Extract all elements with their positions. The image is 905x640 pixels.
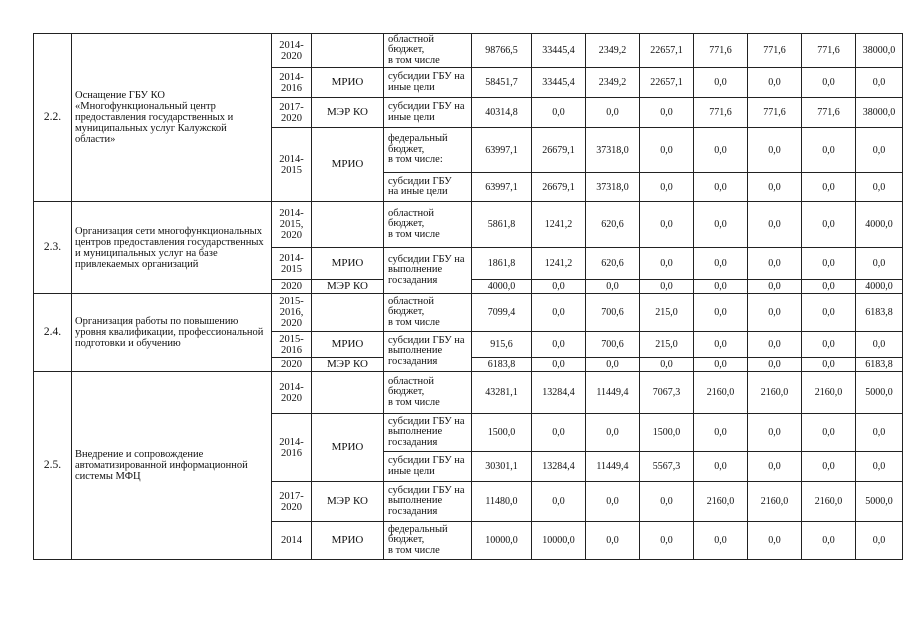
executor-cell: МРИО bbox=[312, 414, 384, 482]
section-name: Организация работы по повышению уровня квалификации, профессиональной подготовки и обучению bbox=[72, 294, 272, 372]
value-cell: 6183,8 bbox=[856, 358, 903, 372]
source-cell: субсидии ГБУ на выполнение госзадания bbox=[384, 414, 472, 452]
executor-cell: МЭР КО bbox=[312, 280, 384, 294]
value-cell: 0,0 bbox=[802, 294, 856, 332]
source-cell: областной бюджет, в том числе bbox=[384, 202, 472, 248]
value-cell: 0,0 bbox=[694, 248, 748, 280]
value-cell: 0,0 bbox=[640, 128, 694, 173]
value-cell: 5567,3 bbox=[640, 452, 694, 482]
value-cell: 0,0 bbox=[532, 332, 586, 358]
value-cell: 0,0 bbox=[586, 280, 640, 294]
period-cell: 2014- 2015, 2020 bbox=[272, 202, 312, 248]
value-cell: 5000,0 bbox=[856, 482, 903, 522]
value-cell: 0,0 bbox=[802, 280, 856, 294]
value-cell: 0,0 bbox=[856, 173, 903, 202]
value-cell: 2160,0 bbox=[694, 372, 748, 414]
value-cell: 0,0 bbox=[640, 173, 694, 202]
value-cell: 0,0 bbox=[640, 248, 694, 280]
value-cell: 771,6 bbox=[802, 34, 856, 68]
source-cell: федеральный бюджет, в том числе bbox=[384, 522, 472, 560]
value-total: 30301,1 bbox=[472, 452, 532, 482]
executor-cell bbox=[312, 294, 384, 332]
source-cell: субсидии ГБУ на выполнение госзадания bbox=[384, 482, 472, 522]
value-cell: 0,0 bbox=[640, 202, 694, 248]
value-cell: 0,0 bbox=[532, 414, 586, 452]
period-cell: 2020 bbox=[272, 280, 312, 294]
value-cell: 0,0 bbox=[802, 414, 856, 452]
executor-cell bbox=[312, 34, 384, 68]
value-cell: 0,0 bbox=[694, 202, 748, 248]
section-number: 2.4. bbox=[34, 294, 72, 372]
value-cell: 0,0 bbox=[802, 358, 856, 372]
value-cell: 0,0 bbox=[856, 414, 903, 452]
value-cell: 1500,0 bbox=[640, 414, 694, 452]
value-cell: 0,0 bbox=[748, 173, 802, 202]
value-cell: 0,0 bbox=[748, 522, 802, 560]
value-cell: 26679,1 bbox=[532, 173, 586, 202]
source-cell: субсидии ГБУ на иные цели bbox=[384, 98, 472, 128]
section-number: 2.2. bbox=[34, 34, 72, 202]
executor-cell: МРИО bbox=[312, 68, 384, 98]
value-cell: 620,6 bbox=[586, 248, 640, 280]
value-cell: 700,6 bbox=[586, 294, 640, 332]
value-cell: 771,6 bbox=[748, 34, 802, 68]
value-total: 63997,1 bbox=[472, 173, 532, 202]
executor-cell: МРИО bbox=[312, 332, 384, 358]
table-row bbox=[34, 372, 903, 414]
value-cell: 0,0 bbox=[748, 358, 802, 372]
value-cell: 700,6 bbox=[586, 332, 640, 358]
value-cell: 2160,0 bbox=[748, 372, 802, 414]
value-cell: 0,0 bbox=[802, 522, 856, 560]
value-cell: 0,0 bbox=[694, 452, 748, 482]
section-name: Организация сети многофункциональных центров предоставления государственных и муниципальных услуг на базе привлекаемых организаций bbox=[72, 202, 272, 294]
table-row bbox=[34, 294, 903, 332]
value-cell: 38000,0 bbox=[856, 34, 903, 68]
source-cell: субсидии ГБУ на иные цели bbox=[384, 452, 472, 482]
executor-cell: МЭР КО bbox=[312, 98, 384, 128]
section-number: 2.5. bbox=[34, 372, 72, 560]
source-cell: федеральный бюджет, в том числе: bbox=[384, 128, 472, 173]
value-cell: 0,0 bbox=[748, 248, 802, 280]
executor-cell: МРИО bbox=[312, 522, 384, 560]
value-cell: 0,0 bbox=[748, 332, 802, 358]
value-cell: 771,6 bbox=[694, 98, 748, 128]
value-cell: 0,0 bbox=[640, 522, 694, 560]
value-cell: 11449,4 bbox=[586, 372, 640, 414]
value-cell: 0,0 bbox=[748, 280, 802, 294]
value-cell: 0,0 bbox=[586, 358, 640, 372]
value-cell: 0,0 bbox=[748, 414, 802, 452]
value-cell: 620,6 bbox=[586, 202, 640, 248]
value-cell: 0,0 bbox=[802, 332, 856, 358]
value-total: 4000,0 bbox=[472, 280, 532, 294]
source-cell: субсидии ГБУ на выполнение госзадания bbox=[384, 248, 472, 294]
value-cell: 6183,8 bbox=[856, 294, 903, 332]
value-cell: 0,0 bbox=[856, 332, 903, 358]
value-cell: 0,0 bbox=[532, 280, 586, 294]
value-cell: 33445,4 bbox=[532, 34, 586, 68]
value-cell: 5000,0 bbox=[856, 372, 903, 414]
executor-cell bbox=[312, 202, 384, 248]
value-total: 6183,8 bbox=[472, 358, 532, 372]
value-cell: 0,0 bbox=[694, 414, 748, 452]
value-cell: 0,0 bbox=[802, 452, 856, 482]
period-cell: 2014- 2020 bbox=[272, 372, 312, 414]
value-cell: 37318,0 bbox=[586, 128, 640, 173]
value-cell: 0,0 bbox=[856, 68, 903, 98]
value-cell: 13284,4 bbox=[532, 372, 586, 414]
value-cell: 7067,3 bbox=[640, 372, 694, 414]
value-cell: 2160,0 bbox=[694, 482, 748, 522]
value-cell: 2160,0 bbox=[802, 482, 856, 522]
value-cell: 22657,1 bbox=[640, 34, 694, 68]
section-name: Оснащение ГБУ КО «Многофункциональный центр предоставления государственных и муниципальных услуг Калужской области» bbox=[72, 34, 272, 202]
period-cell: 2014- 2016 bbox=[272, 414, 312, 482]
value-cell: 215,0 bbox=[640, 294, 694, 332]
value-cell: 4000,0 bbox=[856, 280, 903, 294]
value-cell: 0,0 bbox=[640, 280, 694, 294]
value-total: 915,6 bbox=[472, 332, 532, 358]
value-cell: 0,0 bbox=[694, 522, 748, 560]
executor-cell: МРИО bbox=[312, 128, 384, 202]
value-total: 1861,8 bbox=[472, 248, 532, 280]
period-cell: 2014 bbox=[272, 522, 312, 560]
value-cell: 0,0 bbox=[694, 68, 748, 98]
value-cell: 0,0 bbox=[856, 248, 903, 280]
budget-table bbox=[33, 33, 903, 560]
value-cell: 0,0 bbox=[586, 522, 640, 560]
value-total: 5861,8 bbox=[472, 202, 532, 248]
value-cell: 771,6 bbox=[694, 34, 748, 68]
value-cell: 4000,0 bbox=[856, 202, 903, 248]
value-cell: 0,0 bbox=[640, 98, 694, 128]
executor-cell: МЭР КО bbox=[312, 482, 384, 522]
executor-cell: МЭР КО bbox=[312, 358, 384, 372]
period-cell: 2015- 2016, 2020 bbox=[272, 294, 312, 332]
value-cell: 0,0 bbox=[586, 414, 640, 452]
source-cell: областной бюджет, в том числе bbox=[384, 294, 472, 332]
value-total: 1500,0 bbox=[472, 414, 532, 452]
value-cell: 0,0 bbox=[694, 332, 748, 358]
table-row bbox=[34, 202, 903, 248]
value-cell: 0,0 bbox=[802, 128, 856, 173]
value-cell: 1241,2 bbox=[532, 248, 586, 280]
value-cell: 0,0 bbox=[586, 98, 640, 128]
value-cell: 0,0 bbox=[532, 358, 586, 372]
value-cell: 0,0 bbox=[694, 173, 748, 202]
section-number: 2.3. bbox=[34, 202, 72, 294]
period-cell: 2017- 2020 bbox=[272, 98, 312, 128]
table-row bbox=[34, 34, 903, 68]
value-cell: 0,0 bbox=[856, 522, 903, 560]
value-total: 58451,7 bbox=[472, 68, 532, 98]
period-cell: 2020 bbox=[272, 358, 312, 372]
value-cell: 0,0 bbox=[640, 482, 694, 522]
value-cell: 0,0 bbox=[748, 202, 802, 248]
value-cell: 1241,2 bbox=[532, 202, 586, 248]
value-total: 7099,4 bbox=[472, 294, 532, 332]
value-cell: 0,0 bbox=[802, 173, 856, 202]
value-cell: 0,0 bbox=[532, 482, 586, 522]
value-cell: 0,0 bbox=[856, 452, 903, 482]
value-cell: 2160,0 bbox=[802, 372, 856, 414]
value-total: 63997,1 bbox=[472, 128, 532, 173]
value-cell: 771,6 bbox=[802, 98, 856, 128]
value-cell: 771,6 bbox=[748, 98, 802, 128]
value-cell: 0,0 bbox=[802, 68, 856, 98]
value-cell: 10000,0 bbox=[532, 522, 586, 560]
period-cell: 2015- 2016 bbox=[272, 332, 312, 358]
value-cell: 0,0 bbox=[748, 452, 802, 482]
executor-cell bbox=[312, 372, 384, 414]
period-cell: 2017- 2020 bbox=[272, 482, 312, 522]
source-cell: областной бюджет, в том числе bbox=[384, 34, 472, 68]
value-cell: 0,0 bbox=[856, 128, 903, 173]
period-cell: 2014- 2015 bbox=[272, 248, 312, 280]
value-cell: 2349,2 bbox=[586, 34, 640, 68]
source-cell: субсидии ГБУ на иные цели bbox=[384, 173, 472, 202]
value-cell: 0,0 bbox=[802, 248, 856, 280]
period-cell: 2014- 2015 bbox=[272, 128, 312, 202]
value-cell: 0,0 bbox=[694, 280, 748, 294]
value-cell: 0,0 bbox=[694, 128, 748, 173]
value-cell: 215,0 bbox=[640, 332, 694, 358]
value-cell: 0,0 bbox=[694, 294, 748, 332]
value-cell: 2160,0 bbox=[748, 482, 802, 522]
value-total: 11480,0 bbox=[472, 482, 532, 522]
value-cell: 26679,1 bbox=[532, 128, 586, 173]
value-total: 40314,8 bbox=[472, 98, 532, 128]
source-cell: субсидии ГБУ на иные цели bbox=[384, 68, 472, 98]
section-name: Внедрение и сопровождение автоматизированной информационной системы МФЦ bbox=[72, 372, 272, 560]
source-cell: областной бюджет, в том числе bbox=[384, 372, 472, 414]
value-cell: 0,0 bbox=[640, 358, 694, 372]
value-cell: 37318,0 bbox=[586, 173, 640, 202]
value-total: 43281,1 bbox=[472, 372, 532, 414]
value-cell: 0,0 bbox=[586, 482, 640, 522]
value-cell: 0,0 bbox=[532, 294, 586, 332]
source-cell: субсидии ГБУ на выполнение госзадания bbox=[384, 332, 472, 372]
value-cell: 38000,0 bbox=[856, 98, 903, 128]
value-cell: 0,0 bbox=[694, 358, 748, 372]
value-total: 10000,0 bbox=[472, 522, 532, 560]
value-cell: 11449,4 bbox=[586, 452, 640, 482]
value-cell: 0,0 bbox=[748, 294, 802, 332]
period-cell: 2014- 2020 bbox=[272, 34, 312, 68]
period-cell: 2014- 2016 bbox=[272, 68, 312, 98]
value-cell: 2349,2 bbox=[586, 68, 640, 98]
value-cell: 33445,4 bbox=[532, 68, 586, 98]
executor-cell: МРИО bbox=[312, 248, 384, 280]
value-cell: 22657,1 bbox=[640, 68, 694, 98]
value-cell: 0,0 bbox=[748, 128, 802, 173]
value-cell: 13284,4 bbox=[532, 452, 586, 482]
value-cell: 0,0 bbox=[532, 98, 586, 128]
value-cell: 0,0 bbox=[802, 202, 856, 248]
value-cell: 0,0 bbox=[748, 68, 802, 98]
value-total: 98766,5 bbox=[472, 34, 532, 68]
